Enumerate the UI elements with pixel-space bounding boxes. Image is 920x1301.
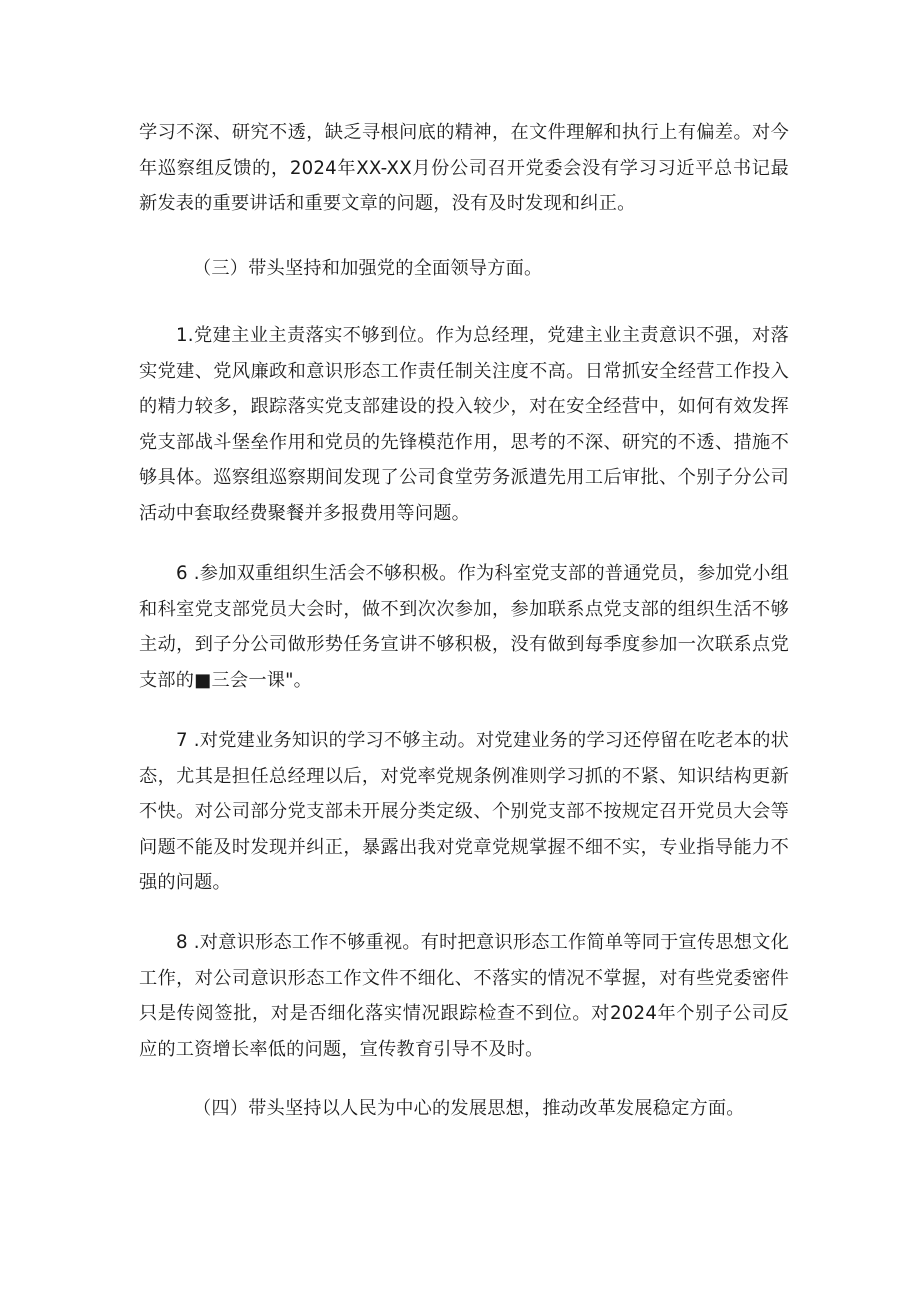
paragraph-item-1: 1.党建主业主责落实不够到位。作为总经理，党建主业主责意识不强，对落实党建、党风廉政和意识形态工作责任制关注度不高。日常抓安全经营工作投入的精力较多，跟踪落实党支部建设的投入较少，对在安全经营中，如何有效发挥党支部战斗堡垒作用和党员的先锋模范作用，思考的不深、研究的不透、措施不够具体。巡察组巡察期间发现了公司食堂劳务派遣先用工后审批、个别子分公司活动中套取经费聚餐并多报费用等问题。 [139, 325, 789, 524]
paragraph-item-8: 8 .对意识形态工作不够重视。有时把意识形态工作简单等同于宣传思想文化工作，对公司意识形态工作文件不细化、不落实的情况不掌握，对有些党委密件只是传阅签批，对是否细化落实情况跟踪检查不到位。对2024年个别子公司反应的工资增长率低的问题，宣传教育引导不及时。 [139, 932, 789, 1060]
paragraph-item-6: 6 .参加双重组织生活会不够积极。作为科室党支部的普通党员，参加党小组和科室党支部党员大会时，做不到次次参加，参加联系点党支部的组织生活不够主动，到子分公司做形势任务宣讲不够积极，没有做到每季度参加一次联系点党支部的■三会一课"。 [139, 563, 789, 691]
section-heading-4: （四）带头坚持以人民为中心的发展思想，推动改革发展稳定方面。 [193, 1098, 745, 1119]
section-heading-3: （三）带头坚持和加强党的全面领导方面。 [193, 258, 543, 279]
paragraph-item-7: 7 .对党建业务知识的学习不够主动。对党建业务的学习还停留在吃老本的状态，尤其是担任总经理以后，对党率党规条例准则学习抓的不紧、知识结构更新不快。对公司部分党支部未开展分类定级、个别党支部不按规定召开党员大会等问题不能及时发现并纠正，暴露出我对党章党规掌握不细不实，专业指导能力不强的问题。 [139, 730, 789, 893]
paragraph-continuation: 学习不深、研究不透，缺乏寻根问底的精神，在文件理解和执行上有偏差。对今年巡察组反馈的，2024年XX-XX月份公司召开党委会没有学习习近平总书记最新发表的重要讲话和重要文章的问题，没有及时发现和纠正。 [139, 122, 789, 214]
